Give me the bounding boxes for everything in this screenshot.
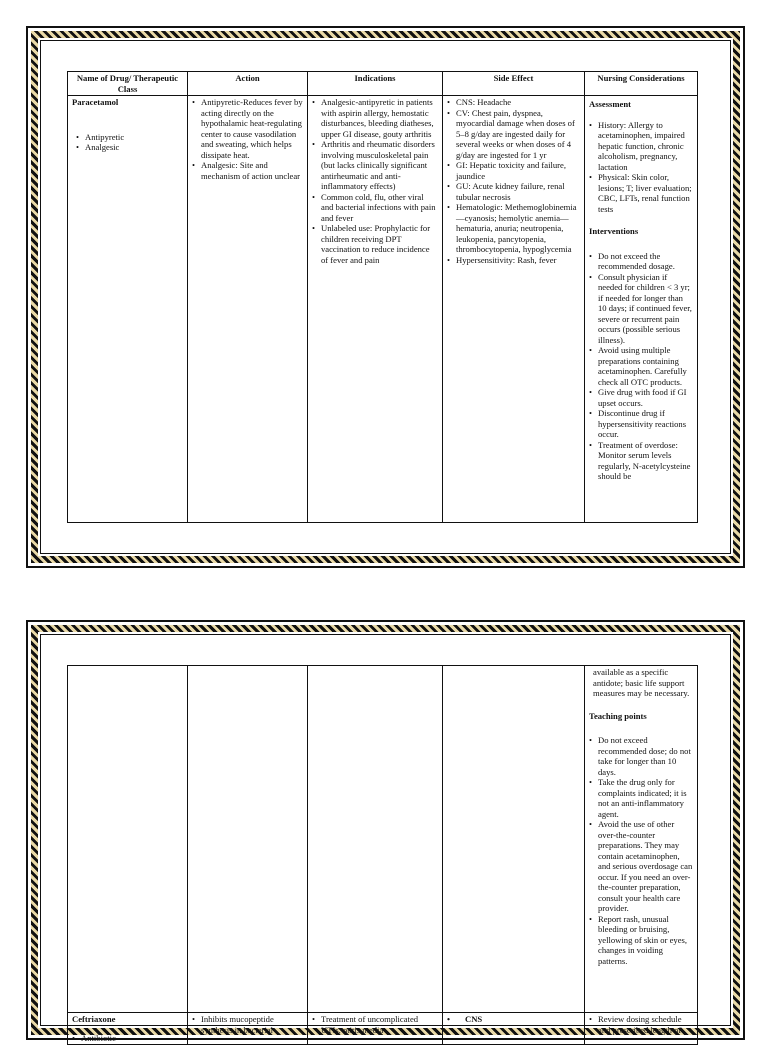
document-page-1 (26, 26, 745, 568)
list-item: • GU: Acute kidney failure, renal tubular necrosis (447, 181, 580, 202)
therapeutic-class-list (72, 1033, 183, 1044)
interventions-heading: Interventions (589, 226, 639, 236)
intervention-continued-text: available as a specific antidote; basic life support measures may be necessary. (593, 667, 690, 698)
drug-study-table (67, 71, 698, 523)
list-item: • Unlabeled use: Prophylactic for children receiving DPT vaccination to reduce incidence of fever and pain (312, 223, 438, 265)
teaching-points-heading: Teaching points (589, 710, 647, 721)
list-item: • Hypersensitivity: Rash, fever (447, 255, 580, 266)
list-item: • Review dosing schedule and prescribed length of (589, 1014, 693, 1035)
header-side-effect: Side Effect (443, 72, 585, 96)
header-action: Action (188, 72, 308, 96)
list-item: • Analgesic-antipyretic in patients with aspirin allergy, hemostatic disturbances, bleeding diatheses, upper GI disease, gouty arthritis (312, 97, 438, 139)
table-row (68, 666, 698, 1013)
list-item: • Report rash, unusual bleeding or bruising, yellowing of skin or eyes, changes in voiding patterns. (589, 914, 693, 967)
list-item: • GI: Hepatic toxicity and failure, jaundice (447, 160, 580, 181)
list-item: • Discontinue drug if hypersensitivity reactions occur. (589, 408, 693, 440)
table-row (68, 96, 698, 523)
drug-name: Paracetamol (72, 97, 119, 107)
nursing-considerations-cell (585, 666, 698, 1013)
list-item: • Analgesic (76, 142, 183, 153)
list-item: • Treatment of uncomplicated UTIs, otitis media (312, 1014, 438, 1035)
list-item: • Arthritis and rheumatic disorders involving musculoskeletal pain (but lacks clinically significant antirheumatic and anti-inflammatory effects) (312, 139, 438, 192)
header-drug-name: Name of Drug/ Therapeutic Class (68, 72, 188, 96)
list-item: • Common cold, flu, other viral and bacterial infections with pain and fever (312, 192, 438, 224)
list-item: • Analgesic: Site and mechanism of action unclear (192, 160, 303, 181)
side-effect-cell (443, 96, 585, 523)
header-nursing-considerations: Nursing Considerations (585, 72, 698, 96)
indications-cell (308, 96, 443, 523)
drug-study-table-continued (67, 665, 698, 1045)
list-item: • Antipyretic (76, 132, 183, 143)
action-cell (188, 1013, 308, 1045)
list-item: • Avoid the use of other over-the-counter preparations. They may contain acetaminophen, and serious overdosage can occur. If you need an over-the-counter preparation, consult your health care provider. (589, 819, 693, 914)
list-item: • CNS: Headache (447, 97, 580, 108)
nursing-considerations-cell (585, 1013, 698, 1045)
document-page-2 (26, 620, 745, 1043)
list-item: • CV: Chest pain, dyspnea, myocardial damage when doses of 5–8 g/day are ingested daily for several weeks or when doses of 4 g/day are ingested for 1 yr (447, 108, 580, 161)
list-item: • Give drug with food if GI upset occurs. (589, 387, 693, 408)
indications-cell (308, 1013, 443, 1045)
list-item: • Do not exceed the recommended dosage. (589, 251, 693, 272)
action-cell (188, 96, 308, 523)
drug-name: Ceftriaxone (72, 1014, 116, 1024)
list-item: • Avoid using multiple preparations containing acetaminophen. Carefully check all OTC products. (589, 345, 693, 387)
list-item: • CNS (447, 1014, 580, 1025)
nursing-considerations-cell (585, 96, 698, 523)
list-item: • Hematologic: Methemoglobinemia—cyanosis; hemolytic anemia—hematuria, anuria; neutropenia, leukopenia, pancytopenia, thrombocytopenia, hypoglycemia (447, 202, 580, 255)
list-item: • Consult physician if needed for children < 3 yr; if needed for longer than 10 days; if continued fever, severe or recurrent pain occurs (possible serious illness). (589, 272, 693, 346)
list-item: • Do not exceed recommended dose; do not take for longer than 10 days. (589, 735, 693, 777)
drug-name-cell (68, 1013, 188, 1045)
list-item: • Physical: Skin color, lesions; T; liver evaluation; CBC, LFTs, renal function tests (589, 172, 693, 214)
side-effect-cell (443, 1013, 585, 1045)
list-item: • Inhibits mucopeptide synthesis in bacterial (192, 1014, 303, 1035)
list-item: • Take the drug only for complaints indicated; it is not an anti-inflammatory agent. (589, 777, 693, 819)
list-item: • History: Allergy to acetaminophen, impaired hepatic function, chronic alcoholism, pregnancy, lactation (589, 120, 693, 173)
assessment-heading: Assessment (589, 99, 632, 109)
list-item: • Antibiotic (72, 1033, 183, 1044)
list-item: • Antipyretic-Reduces fever by acting directly on the hypothalamic heat-regulating center to cause vasodilation and sweating, which helps dissipate heat. (192, 97, 303, 160)
header-indications: Indications (308, 72, 443, 96)
list-item: • Treatment of overdose: Monitor serum levels regularly, N-acetylcysteine should be (589, 440, 693, 482)
table-row (68, 1013, 698, 1045)
therapeutic-class-list (72, 132, 183, 153)
drug-name-cell (68, 96, 188, 523)
table-header-row (68, 72, 698, 96)
